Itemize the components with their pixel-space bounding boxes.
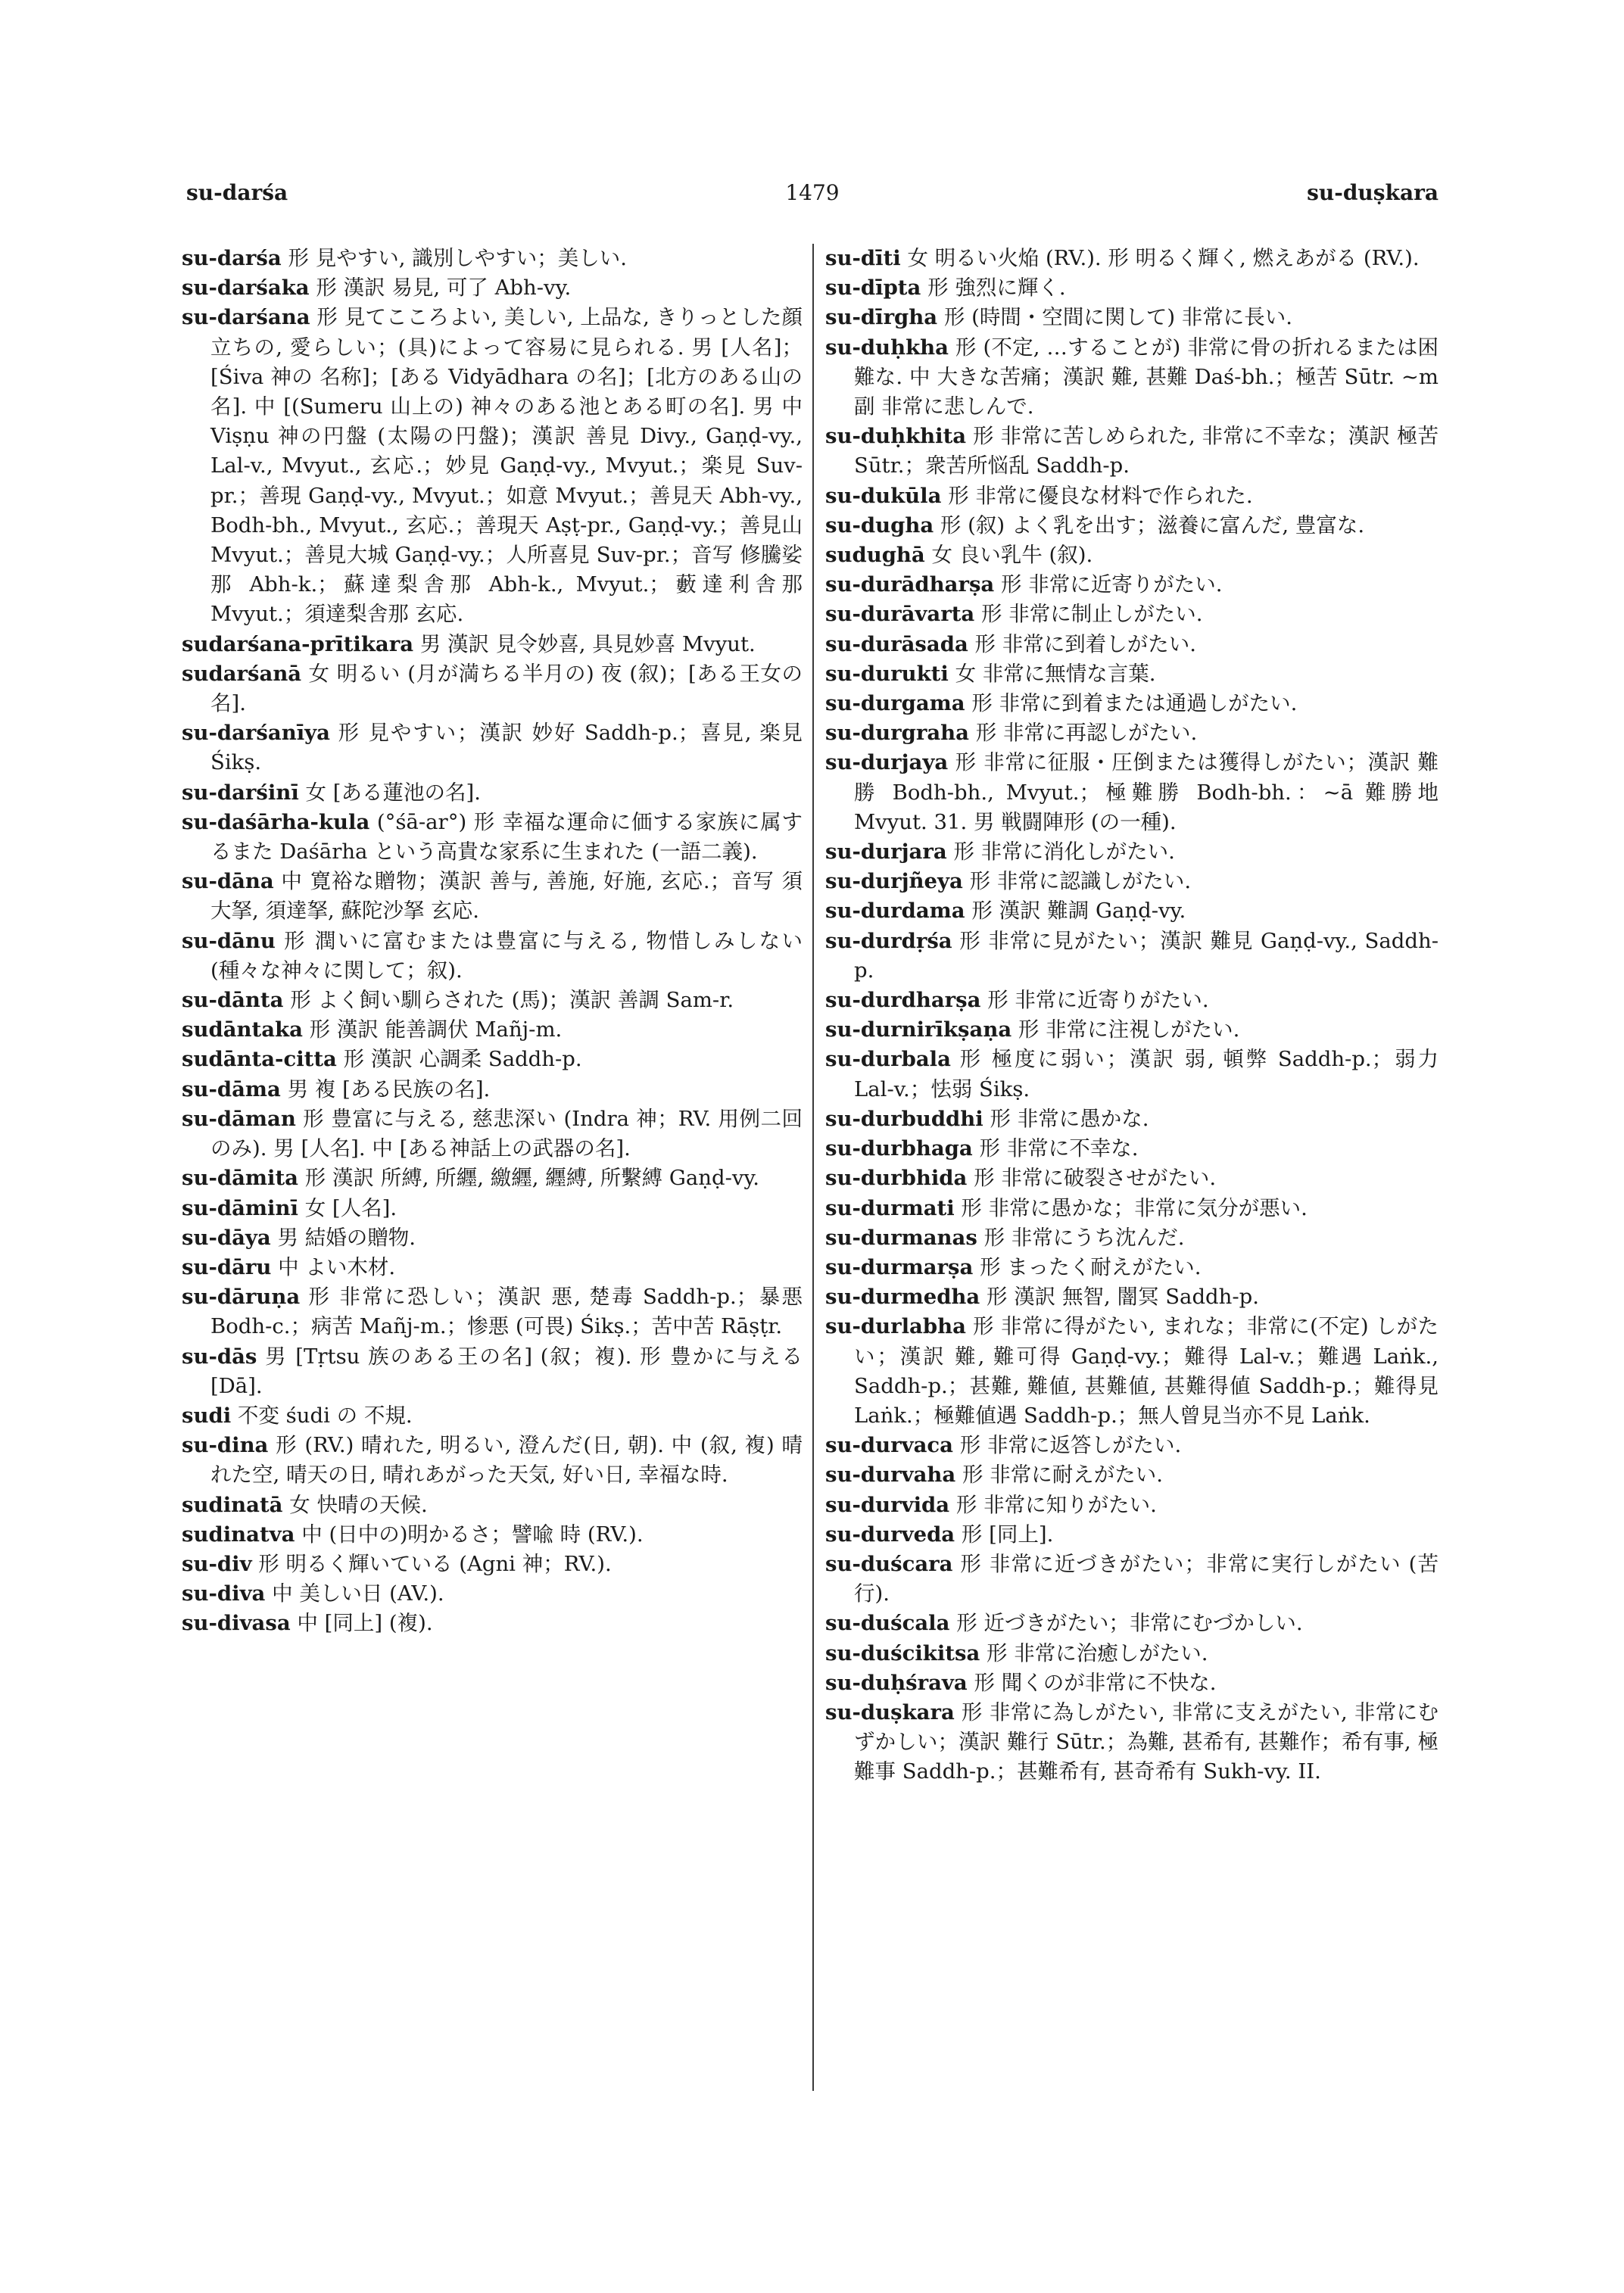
entry-headword: su-durnirīkṣaṇa <box>825 1017 1012 1042</box>
entry-headword: sudinatā <box>182 1492 283 1517</box>
entry-headword: su-durāvarta <box>825 602 975 627</box>
entry-definition: 中 美しい日 (AV.). <box>272 1581 444 1606</box>
entry-definition: 形 非常に近寄りがたい. <box>1001 572 1223 597</box>
entry-definition: 形 非常に得がたい, まれな；非常に(不定) しがたい；漢訳 難, 難可得 Gaṇḍ-vy.；難得 Lal-v.；難遇 Laṅk., Saddh-p.；甚難, 難値, 甚難値, 甚難得値 Saddh-p.；難得見 Laṅk.；極難値遇 Saddh-p.；無人曾見当亦不見 Laṅk. <box>854 1314 1439 1428</box>
dictionary-entry <box>182 1015 803 1045</box>
entry-definition: 形 非常に見がたい；漢訳 難見 Gaṇḍ-vy., Saddh-p. <box>854 928 1439 983</box>
entry-headword: su-durjara <box>825 840 947 865</box>
entry-headword: sudarśana-prītikara <box>182 631 414 656</box>
entry-definition: 形 見てこころよい, 美しい, 上品な, きりっとした顔立ちの, 愛らしい；(具)によって容易に見られる. 男 [人名]；[Śiva 神の 名称]；[ある Vidyādhara の名]；[北方のある山の名]. 中 [(Sumeru 山上の) 神々のある池とある町の名]. 男 中 Viṣṇu 神の円盤 (太陽の円盤)；漢訳 善見 Divy., Gaṇḍ-vy., Lal-v., Mvyut., 玄応.；妙見 Gaṇḍ-vy., Mvyut.；楽見 Suv-pr.；善現 Gaṇḍ-vy., Mvyut.；如意 Mvyut.；善見天 Abh-vy., Bodh-bh., Mvyut., 玄応.；善現天 Aṣṭ-pr., Gaṇḍ-vy.；善見山 Mvyut.；善見大城 Gaṇḍ-vy.；人所喜見 Suv-pr.；音写 修騰娑那 Abh-k.；蘇達梨舎那 Abh-k., Mvyut.；藪達利舎那 Mvyut.；須達梨舎那 玄応. <box>210 305 803 627</box>
entry-definition: 形 非常に破裂させがたい. <box>974 1166 1217 1191</box>
entry-headword: su-duścikitsa <box>825 1640 980 1665</box>
entry-definition: 形 非常に近づきがたい；非常に実行しがたい (苦行). <box>854 1551 1439 1606</box>
entry-definition: 形 漢訳 所縛, 所纒, 繳纒, 纒縛, 所繫縛 Gaṇḍ-vy. <box>304 1166 760 1191</box>
entry-definition: 女 快晴の天候. <box>289 1492 428 1517</box>
dictionary-entry <box>825 1045 1439 1104</box>
entry-definition: 中 よい木材. <box>278 1254 396 1279</box>
entry-definition: 形 非常に認識しがたい. <box>969 869 1192 894</box>
dictionary-entry <box>825 541 1439 570</box>
entry-headword: su-duḥkha <box>825 335 949 360</box>
dictionary-entry <box>182 1342 803 1401</box>
entry-headword: su-dāya <box>182 1225 271 1250</box>
entry-headword: su-dāman <box>182 1106 296 1131</box>
dictionary-entry <box>182 1609 803 1638</box>
entry-headword: su-dāma <box>182 1076 281 1101</box>
entry-definition: 中 (日中の)明かるさ；譬喩 時 (RV.). <box>301 1522 644 1547</box>
entry-definition: 女 非常に無情な言葉. <box>955 661 1156 686</box>
entry-definition: 形 非常に耐えがたい. <box>962 1463 1163 1488</box>
entry-headword: su-durdṛśa <box>825 928 952 953</box>
dictionary-entry <box>825 1223 1439 1253</box>
entry-definition: 形 豊富に与える, 慈悲深い (Indra 神；RV. 用例二回のみ). 男 [人名]. 中 [ある神話上の武器の名]. <box>210 1106 803 1161</box>
entry-definition: 形 非常に返答しがたい. <box>959 1433 1182 1458</box>
entry-headword: su-durbhaga <box>825 1136 973 1161</box>
entry-headword: su-dīpta <box>825 276 921 301</box>
entry-headword: su-durgraha <box>825 721 969 746</box>
entry-definition: 形 [同上]. <box>961 1522 1054 1547</box>
dictionary-entry <box>825 511 1439 541</box>
entry-headword: su-durukti <box>825 661 949 686</box>
entry-definition: 形 非常に治癒しがたい. <box>987 1640 1208 1665</box>
dictionary-entry <box>825 1639 1439 1668</box>
entry-headword: sudāntaka <box>182 1017 303 1042</box>
entry-definition: 形 聞くのが非常に不快な. <box>974 1670 1217 1695</box>
entry-definition: 形 漢訳 難調 Gaṇḍ-vy. <box>971 899 1186 924</box>
dictionary-entry <box>825 1460 1439 1490</box>
entry-headword: su-darśana <box>182 305 310 330</box>
dictionary-entry <box>182 1401 803 1431</box>
dictionary-entry <box>825 1104 1439 1134</box>
dictionary-entry <box>182 986 803 1015</box>
dictionary-entry <box>182 1223 803 1253</box>
entry-headword: su-dāminī <box>182 1195 298 1220</box>
left-column <box>182 244 803 1639</box>
entry-headword: su-durvida <box>825 1492 950 1517</box>
dictionary-entry <box>825 986 1439 1015</box>
dictionary-entry <box>825 244 1439 273</box>
entry-headword: su-durbhida <box>825 1166 968 1191</box>
entry-headword: su-daśārha-kula <box>182 809 370 834</box>
entry-headword: su-durgama <box>825 691 965 716</box>
dictionary-entry <box>182 1550 803 1579</box>
entry-definition: 形 非常に再認しがたい. <box>975 721 1198 746</box>
entry-definition: 形 潤いに富むまたは豊富に与える, 物惜しみしない (種々な神々に関して；叙). <box>210 928 803 983</box>
entry-definition: 男 漢訳 見令妙喜, 具見妙喜 Mvyut. <box>419 631 756 656</box>
entry-headword: su-durdharṣa <box>825 988 981 1013</box>
dictionary-entry <box>182 1104 803 1164</box>
entry-definition: (°śā-ar°) 形 幸福な運命に価する家族に属するまた Daśārha という高貴な家系に生まれた (一語二義). <box>210 809 803 865</box>
dictionary-entry <box>182 1579 803 1609</box>
dictionary-entry <box>182 630 803 659</box>
entry-headword: su-durmati <box>825 1195 955 1220</box>
entry-headword: su-duścala <box>825 1611 950 1636</box>
header-left-guide-word: su-darśa <box>186 180 288 205</box>
entry-headword: su-durvaca <box>825 1433 953 1458</box>
entry-definition: 形 近づきがたい；非常にむづかしい. <box>956 1611 1303 1636</box>
entry-definition: 形 非常に不幸な. <box>979 1136 1139 1161</box>
entry-definition: 形 漢訳 無智, 闇冥 Saddh-p. <box>987 1285 1259 1310</box>
entry-definition: 形 非常に到着または通過しがたい. <box>971 691 1298 716</box>
dictionary-entry <box>182 659 803 718</box>
dictionary-entry <box>825 600 1439 629</box>
entry-headword: su-durbala <box>825 1047 951 1072</box>
entry-headword: su-dānu <box>182 928 276 953</box>
entry-definition: 男 複 [ある民族の名]. <box>287 1076 491 1101</box>
entry-definition: 形 漢訳 能善調伏 Mañj-m. <box>309 1017 563 1042</box>
dictionary-entry <box>825 1609 1439 1638</box>
dictionary-entry <box>825 718 1439 748</box>
dictionary-entry <box>182 1194 803 1223</box>
dictionary-entry <box>825 570 1439 600</box>
entry-definition: 女 明るい (月が満ちる半月の) 夜 (叙)；[ある王女の名]. <box>210 661 803 716</box>
entry-definition: 形 (RV.) 晴れた, 明るい, 澄んだ(日, 朝). 中 (叙, 複) 晴れた空, 晴天の日, 晴れあがった天気, 好い日, 幸福な時. <box>210 1433 803 1488</box>
entry-definition: 中 [同上] (複). <box>297 1611 433 1636</box>
entry-headword: su-darśa <box>182 246 282 270</box>
dictionary-entry <box>825 659 1439 689</box>
entry-headword: su-dāmita <box>182 1166 299 1191</box>
dictionary-entry <box>825 867 1439 896</box>
entry-definition: 女 良い乳牛 (叙). <box>931 543 1093 568</box>
entry-headword: su-duḥkhita <box>825 424 967 449</box>
entry-headword: su-darśinī <box>182 780 299 805</box>
entry-headword: su-durlabha <box>825 1314 966 1339</box>
entry-definition: 形 (時間・空間に関して) 非常に長い. <box>943 305 1293 330</box>
dictionary-entry <box>825 1550 1439 1609</box>
entry-headword: su-durāsada <box>825 631 968 656</box>
entry-definition: 女 明るい火焔 (RV.). 形 明るく輝く, 燃えあがる (RV.). <box>907 246 1420 270</box>
entry-definition: 形 非常にうち沈んだ. <box>983 1225 1185 1250</box>
entry-definition: 形 (不定, …することが) 非常に骨の折れるまたは困難な. 中 大きな苦痛；漢訳 難, 甚難 Daś-bh.；極苦 Sūtr. ~m 副 非常に悲しんで. <box>854 335 1439 419</box>
dictionary-entry <box>825 1520 1439 1550</box>
entry-definition: 形 非常に知りがたい. <box>955 1492 1157 1517</box>
dictionary-entry <box>825 1312 1439 1431</box>
entry-headword: su-duṣkara <box>825 1699 955 1724</box>
entry-definition: 形 非常に為しがたい, 非常に支えがたい, 非常にむずかしい；漢訳 難行 Sūtr.；為難, 甚希有, 甚難作；希有事, 極難事 Saddh-p.；甚難希有, 甚奇希有 Sukh-vy. II. <box>854 1699 1439 1784</box>
entry-definition: 形 見やすい, 識別しやすい；美しい. <box>288 246 627 270</box>
entry-headword: su-durmedha <box>825 1285 980 1310</box>
dictionary-entry <box>825 689 1439 718</box>
entry-headword: sudānta-citta <box>182 1047 337 1072</box>
dictionary-entry <box>825 630 1439 659</box>
entry-definition: 形 非常に征服・圧倒または獲得しがたい；漢訳 難勝 Bodh-bh., Mvyut.；極難勝 Bodh-bh.：~ā 難勝地 Mvyut. 31. 男 戦闘陣形 (の一種). <box>854 750 1439 834</box>
entry-definition: 形 非常に愚かな. <box>990 1106 1149 1131</box>
entry-definition: 不変 śudi の 不規. <box>237 1403 413 1428</box>
dictionary-entry <box>182 244 803 273</box>
column-divider <box>812 244 814 2091</box>
dictionary-entry <box>182 273 803 303</box>
dictionary-entry <box>182 867 803 926</box>
dictionary-entry <box>825 837 1439 867</box>
dictionary-entry <box>182 927 803 986</box>
entry-headword: su-dās <box>182 1344 257 1369</box>
entry-headword: su-diva <box>182 1581 266 1606</box>
dictionary-entry <box>825 1668 1439 1698</box>
dictionary-entry <box>825 1134 1439 1164</box>
dictionary-entry <box>825 481 1439 511</box>
dictionary-entry <box>182 1253 803 1282</box>
entry-headword: sudarśanā <box>182 661 302 686</box>
entry-headword: su-dānta <box>182 988 284 1013</box>
entry-headword: su-darśaka <box>182 276 310 301</box>
entry-definition: 形 非常に恐しい；漢訳 悪, 楚毒 Saddh-p.；暴悪 Bodh-c.；病苦 Mañj-m.；惨悪 (可畏) Śikṣ.；苦中苦 Rāṣṭr. <box>210 1285 803 1339</box>
entry-headword: sudughā <box>825 543 925 568</box>
entry-headword: su-div <box>182 1551 252 1576</box>
entry-headword: su-dāruṇa <box>182 1285 301 1310</box>
dictionary-entry <box>825 1015 1439 1045</box>
entry-headword: su-dāru <box>182 1254 272 1279</box>
entry-headword: su-durveda <box>825 1522 955 1547</box>
entry-definition: 形 漢訳 心調柔 Saddh-p. <box>343 1047 582 1072</box>
entry-headword: su-dukūla <box>825 483 942 508</box>
entry-definition: 形 (叙) よく乳を出す；滋養に富んだ, 豊富な. <box>940 512 1365 537</box>
dictionary-entry <box>825 927 1439 986</box>
entry-headword: su-dugha <box>825 512 934 537</box>
dictionary-entry <box>825 896 1439 926</box>
entry-definition: 形 非常に消化しがたい. <box>953 840 1175 865</box>
entry-definition: 形 明るく輝いている (Agni 神；RV.). <box>258 1551 612 1576</box>
entry-definition: 形 非常に優良な材料で作られた. <box>948 483 1253 508</box>
entry-headword: su-duścara <box>825 1551 953 1576</box>
entry-definition: 形 非常に到着しがたい. <box>974 631 1197 656</box>
running-head <box>186 180 1439 218</box>
dictionary-entry <box>182 1045 803 1074</box>
entry-definition: 形 強烈に輝く. <box>927 276 1066 301</box>
dictionary-entry <box>182 1491 803 1520</box>
entry-headword: su-durjñeya <box>825 869 963 894</box>
right-column <box>825 244 1439 1787</box>
entry-headword: su-durmanas <box>825 1225 977 1250</box>
entry-headword: su-durādharṣa <box>825 572 995 597</box>
entry-headword: su-dāna <box>182 869 274 894</box>
entry-headword: su-duḥśrava <box>825 1670 968 1695</box>
entry-headword: su-dīrgha <box>825 305 938 330</box>
dictionary-entry <box>182 778 803 808</box>
dictionary-entry <box>825 1253 1439 1282</box>
dictionary-entry <box>182 718 803 777</box>
header-right-guide-word: su-duṣkara <box>1307 180 1439 205</box>
page-number: 1479 <box>785 180 840 205</box>
entry-definition: 女 [ある蓮池の名]. <box>305 780 481 805</box>
entry-definition: 形 漢訳 易見, 可了 Abh-vy. <box>316 276 572 301</box>
entry-definition: 中 寛裕な贈物；漢訳 善与, 善施, 好施, 玄応.；音写 須大拏, 須達拏, 蘇陀沙拏 玄応. <box>210 869 803 924</box>
dictionary-entry <box>825 333 1439 422</box>
entry-definition: 形 極度に弱い；漢訳 弱, 頓弊 Saddh-p.；弱力 Lal-v.；怯弱 Śikṣ. <box>854 1047 1439 1101</box>
dictionary-entry <box>182 808 803 867</box>
entry-headword: su-divasa <box>182 1611 291 1636</box>
entry-headword: su-durmarṣa <box>825 1254 974 1279</box>
dictionary-entry <box>182 1075 803 1104</box>
dictionary-entry <box>825 1282 1439 1312</box>
entry-headword: su-durbuddhi <box>825 1106 983 1131</box>
dictionary-entry <box>182 1282 803 1341</box>
dictionary-entry <box>825 1194 1439 1223</box>
entry-headword: sudi <box>182 1403 232 1428</box>
dictionary-entry <box>182 1164 803 1193</box>
dictionary-entry <box>825 1698 1439 1787</box>
entry-definition: 女 [人名]. <box>304 1195 397 1220</box>
entry-definition: 男 [Tṛtsu 族のある王の名] (叙；複). 形 豊かに与える [Dā]. <box>210 1344 803 1398</box>
entry-definition: 男 結婚の贈物. <box>277 1225 416 1250</box>
entry-definition: 形 見やすい；漢訳 妙好 Saddh-p.；喜見, 楽見 Śikṣ. <box>210 721 803 775</box>
entry-headword: su-durdama <box>825 899 965 924</box>
dictionary-entry <box>825 1431 1439 1460</box>
entry-headword: su-dīti <box>825 246 901 270</box>
entry-headword: sudinatva <box>182 1522 295 1547</box>
dictionary-entry <box>825 422 1439 481</box>
entry-headword: su-darśanīya <box>182 721 330 746</box>
dictionary-entry <box>825 273 1439 303</box>
dictionary-entry <box>182 1520 803 1550</box>
dictionary-entry <box>825 303 1439 332</box>
entry-definition: 形 よく飼い馴らされた (馬)；漢訳 善調 Sam-r. <box>290 988 734 1013</box>
dictionary-entry <box>825 748 1439 837</box>
entry-definition: 形 非常に近寄りがたい. <box>987 988 1209 1013</box>
entry-definition: 形 非常に制止しがたい. <box>980 602 1203 627</box>
dictionary-entry <box>182 1431 803 1490</box>
entry-definition: 形 非常に注視しがたい. <box>1018 1017 1240 1042</box>
entry-headword: su-durjaya <box>825 750 949 775</box>
entry-definition: 形 非常に愚かな；非常に気分が悪い. <box>961 1195 1308 1220</box>
dictionary-entry <box>825 1164 1439 1193</box>
entry-definition: 形 非常に苦しめられた, 非常に不幸な；漢訳 極苦 Sūtr.；衆苦所悩乱 Saddh-p. <box>854 424 1439 478</box>
dictionary-entry <box>825 1491 1439 1520</box>
entry-headword: su-dina <box>182 1433 269 1458</box>
entry-definition: 形 まったく耐えがたい. <box>980 1254 1202 1279</box>
entry-headword: su-durvaha <box>825 1463 956 1488</box>
dictionary-entry <box>182 303 803 629</box>
